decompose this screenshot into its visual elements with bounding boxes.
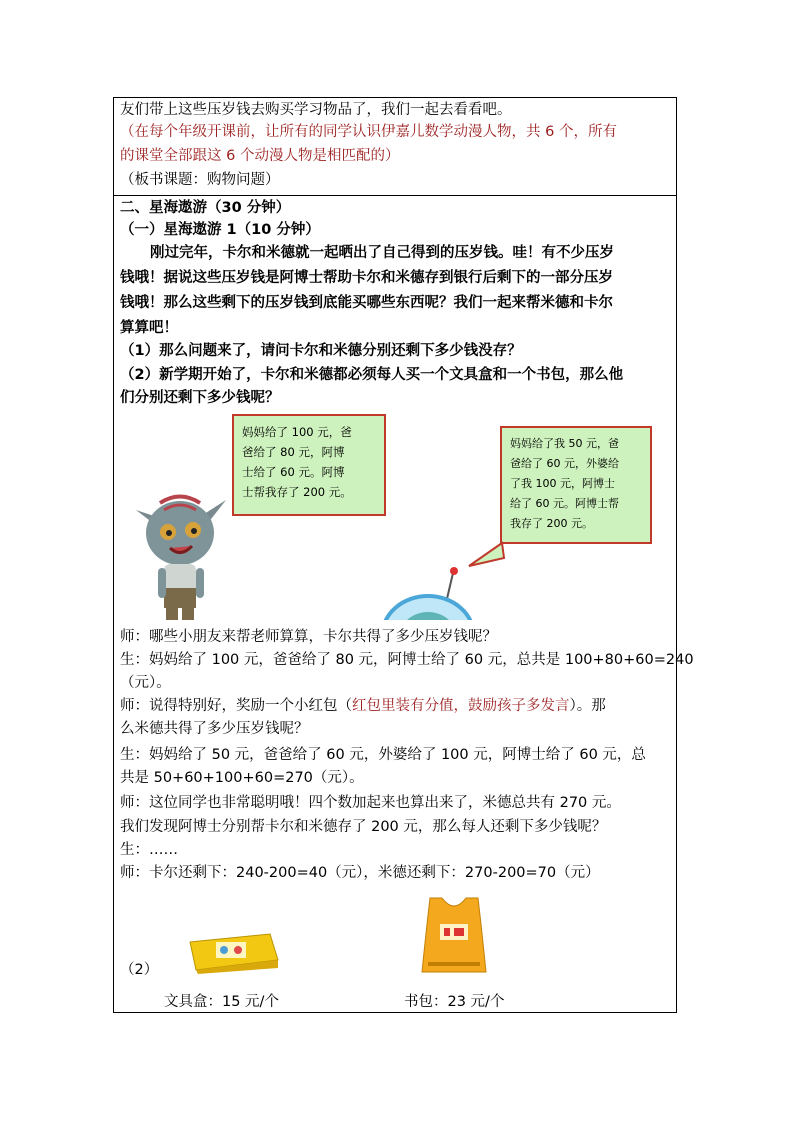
question-2-line-2: 们分别还剩下多少钱呢？ [120, 390, 280, 406]
schoolbag-icon [416, 892, 492, 976]
lesson-table [113, 97, 694, 1013]
teacher-praise-note: 红包里装有分值，鼓励孩子多发言 [352, 698, 570, 714]
student-answer-2-line-2: 共是 50+60+100+60=270（元）。 [120, 770, 364, 786]
schoolbag-price: 书包：23 元/个 [404, 994, 505, 1010]
karl-bubble-line: 士给了 60 元。阿博 [242, 465, 345, 479]
story-paragraph-line-4: 算算吧！ [120, 320, 178, 336]
question-2-line-1: （2）新学期开始了，卡尔和米德都必须每人买一个文具盒和一个书包，那么他 [120, 367, 624, 383]
story-paragraph-line-3: 钱哦！那么这些剩下的压岁钱到底能买哪些东西呢？我们一起来帮米德和卡尔 [120, 295, 613, 311]
student-answer-1-line-2: （元）。 [120, 675, 171, 691]
student-answer-3: 生：…… [120, 842, 178, 858]
story-paragraph-line-2: 钱哦！据说这些压岁钱是阿博士帮助卡尔和米德存到银行后剩下的一部分压岁 [120, 270, 613, 286]
intro-line: 友们带上这些压岁钱去购买学习物品了，我们一起去看看吧。 [120, 102, 512, 118]
characters-illustration [114, 408, 676, 620]
pencil-box-price: 文具盒：15 元/个 [164, 994, 279, 1010]
pencil-box-icon [186, 930, 282, 976]
karl-bubble-line: 妈妈给了 100 元，爸 [242, 425, 352, 439]
student-answer-2-line-1: 生：妈妈给了 50 元，爸爸给了 60 元，外婆给了 100 元，阿博士给了 60 元，总 [120, 747, 646, 763]
mide-bubble-line: 了我 100 元，阿博士 [510, 477, 615, 490]
question-2-index: （2） [120, 962, 159, 978]
teacher-praise-line-1 [120, 696, 606, 716]
student-answer-1-line-1: 生：妈妈给了 100 元，爸爸给了 80 元，阿博士给了 60 元，总共是 100+80+60=240 [120, 652, 694, 668]
karl-character-icon [136, 497, 226, 621]
teacher-question-1: 师：哪些小朋友来帮老师算算，卡尔共得了多少压岁钱呢？ [120, 629, 497, 645]
teacher-praise-text-end: ）。那 [569, 698, 606, 714]
section-subheading: （一）星海遨游 1（10 分钟） [120, 222, 320, 238]
story-paragraph-line-1: 刚过完年，卡尔和米德就一起晒出了自己得到的压岁钱。哇！有不少压岁 [150, 245, 614, 261]
teacher-praise-line-2: 么米德共得了多少压岁钱呢？ [120, 721, 309, 737]
mide-character-icon [375, 567, 481, 620]
teacher-conclusion: 师：卡尔还剩下：240-200=40（元），米德还剩下：270-200=70（元） [120, 865, 600, 881]
board-title: （板书课题：购物问题） [120, 172, 280, 188]
mide-bubble-line: 我存了 200 元。 [510, 517, 593, 530]
note-line-1: （在每个年级开课前，让所有的同学认识伊嘉儿数学动漫人物，共 6 个，所有 [120, 124, 617, 140]
teacher-question-3-line-1: 师：这位同学也非常聪明哦！四个数加起来也算出来了，米德总共有 270 元。 [120, 795, 621, 811]
section-heading: 二、星海遨游（30 分钟） [120, 200, 291, 216]
note-line-2: 的课堂全部跟这 6 个动漫人物是相匹配的） [120, 148, 400, 164]
question-1: （1）那么问题来了，请问卡尔和米德分别还剩下多少钱没存？ [120, 343, 522, 359]
mide-bubble-tail [469, 543, 504, 566]
karl-bubble-line: 爸给了 80 元，阿博 [242, 445, 345, 459]
table-row-divider [114, 195, 676, 196]
teacher-praise-text: 师：说得特别好，奖励一个小红包（ [120, 698, 352, 714]
mide-bubble-line: 给了 60 元。阿博士帮 [510, 497, 619, 510]
karl-bubble-line: 士帮我存了 200 元。 [242, 485, 352, 499]
teacher-question-3-line-2: 我们发现阿博士分别帮卡尔和米德存了 200 元，那么每人还剩下多少钱呢？ [120, 819, 607, 835]
mide-bubble-line: 爸给了 60 元，外婆给 [510, 457, 619, 470]
mide-bubble-line: 妈妈给了我 50 元，爸 [510, 437, 619, 450]
